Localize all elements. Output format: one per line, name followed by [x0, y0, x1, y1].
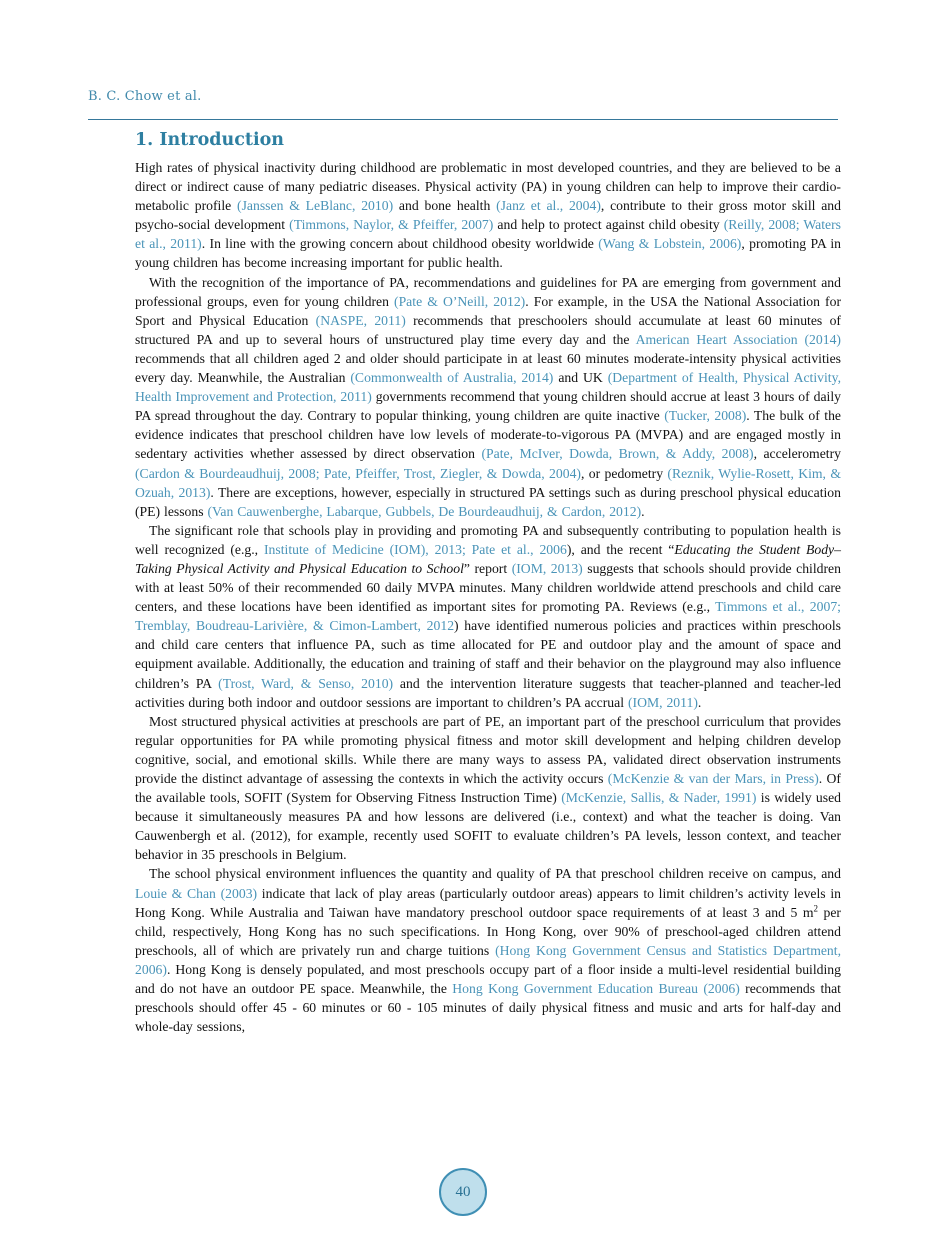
body-text: , contribute to their gross motor skill and psycho-social development [135, 198, 841, 233]
body-text: ) have identified numerous policies and practices within preschools and child care centers that influence PA, such as time allocated for PE and outdoor play and the amount of space and equipment available. Additionally, the education and training of staff and their behavior on the playground may also influence children’s PA [135, 618, 841, 691]
body-text: . Of the available tools, SOFIT (System for Observing Fitness Instruction Time) [135, 771, 841, 806]
paragraph [135, 158, 841, 273]
running-head-author: B. C. Chow et al. [88, 89, 202, 104]
citation-link[interactable]: (IOM, 2011) [627, 694, 698, 710]
body-text: . There are exceptions, however, especially in structured PA settings such as during preschool physical education (PE) lessons [135, 484, 841, 519]
body-text: . Hong Kong is densely populated, and most preschools occupy part of a floor inside a multi-level residential building and do not have an outdoor PE space. Meanwhile, the [135, 961, 841, 997]
citation-link[interactable]: (Timmons, Naylor, & Pfeiffer, 2007) [289, 217, 494, 233]
body-text: , accelerometry [753, 446, 841, 462]
body-text: recommends that all children aged 2 and older should participate in at least 60 minutes moderate-intensity physical activities every day. Meanwhile, the Australian [135, 350, 841, 386]
citation-link[interactable]: (Hong Kong Government Census and Statistics Department, 2006) [135, 942, 842, 977]
section-title: 1. Introduction [135, 130, 284, 150]
citation-link[interactable]: (Pate & O’Neill, 2012) [394, 293, 526, 309]
body-text: . [697, 694, 702, 710]
citation-link[interactable]: (Reznik, Wylie-Rosett, Kim, & Ozuah, 2013) [135, 465, 841, 500]
citation-link[interactable]: (Trost, Ward, & Senso, 2010) [218, 675, 394, 691]
citation-link[interactable]: (IOM, 2013) [511, 560, 583, 576]
page-number: 40 [455, 1183, 471, 1200]
paragraph [135, 864, 841, 1036]
citation-link[interactable]: (Reilly, 2008; Waters et al., 2011) [135, 217, 841, 252]
citation-link[interactable]: (Janssen & LeBlanc, 2010) [237, 198, 394, 214]
body-text: . The bulk of the evidence indicates that preschool children have low levels of moderate-to-vigorous PA (MVPA) and are engaged mostly in sedentary activities whether assessed by direct observation [135, 408, 842, 462]
paragraph [135, 521, 841, 712]
body-text: and UK [553, 370, 608, 386]
body-text: Most structured physical activities at preschools are part of PE, an important part of the preschool curriculum that provides regular opportunities for PA while promoting physical fitness and motor skill development and helping children develop cognitive, social, and emotional skills. While there are many ways to assess PA, validated direct observation instruments provide the distinct advantage of assessing the contexts in which the activity occurs [135, 713, 841, 786]
body-text: . For example, in the USA the National Association for Sport and Physical Education [135, 293, 842, 328]
citation-link[interactable]: Louie & Chan (2003) [135, 885, 258, 901]
citation-link[interactable]: (Tucker, 2008) [664, 408, 747, 424]
citation-link[interactable]: American Heart Association (2014) [635, 331, 841, 347]
citation-link[interactable]: (Wang & Lobstein, 2006) [598, 236, 742, 252]
header-divider [88, 119, 838, 120]
page-number-badge [439, 1168, 487, 1216]
body-text: , promoting PA in young children has become increasing important for public health. [135, 236, 841, 271]
body-text: The school physical environment influences the quantity and quality of PA that preschool children receive on campus, and [149, 866, 841, 882]
body-text: and bone health [393, 198, 497, 214]
citation-link[interactable]: (Cardon & Bourdeaudhuij, 2008; Pate, Pfeiffer, Trost, Ziegler, & Dowda, 2004) [135, 465, 581, 481]
body-text: ), and the recent “ [566, 541, 675, 557]
body-text: . [641, 503, 645, 519]
citation-link[interactable]: (Commonwealth of Australia, 2014) [350, 370, 554, 386]
citation-link[interactable]: (Department of Health, Physical Activity, Health Improvement and Protection, 2011) [135, 370, 841, 405]
body-text: and help to protect against child obesity [493, 217, 724, 233]
citation-link[interactable]: (Janz et al., 2004) [496, 198, 601, 214]
citation-link[interactable]: (McKenzie & van der Mars, in Press) [607, 771, 819, 786]
superscript: 2 [813, 903, 818, 914]
paragraph [135, 273, 841, 521]
citation-link[interactable]: Institute of Medicine (IOM), 2013; Pate et al., 2006 [263, 541, 567, 557]
body-text: With the recognition of the importance of PA, recommendations and guidelines for PA are emerging from government and professional groups, even for young children [135, 274, 841, 309]
body-text: indicate that lack of play areas (particularly outdoor areas) appears to limit children’s activity levels in Hong Kong. While Australia and Taiwan have mandatory preschool outdoor space requirements of at least 3 and 5 m [135, 885, 841, 920]
body-text: suggests that schools should provide children with at least 50% of their recommended 60 daily MVPA minutes. Many children worldwide attend preschools and child care centers, and these locations have been identified as important sites for promoting PA. Reviews (e.g., [135, 560, 841, 615]
citation-link[interactable]: Timmons et al., 2007; Tremblay, Boudreau-Larivière, & Cimon-Lambert, 2012 [135, 599, 841, 634]
report-title-italic: Educating the Student Body–Taking Physical Activity and Physical Education to School [135, 541, 841, 576]
body-text: is widely used because it simultaneously measures PA and how lessons are delivered (i.e., context) and what the teacher is doing. Van Cauwenbergh et al. (2012), for example, recently used SOFIT to evaluate children’s PA levels, lesson context, and teacher behavior in 35 preschools in Belgium. [135, 790, 841, 863]
body-text: , or pedometry [580, 465, 668, 481]
body-text: ” report [463, 560, 512, 576]
paragraph [135, 712, 841, 865]
body-text: recommends that preschoolers should accumulate at least 60 minutes of structured PA and up to several hours of unstructured play time every day and the [135, 312, 841, 347]
body-text: per child, respectively, Hong Kong has no such specifications. In Hong Kong, over 90% of preschool-aged children attend preschools, all of which are privately run and charge tuitions [135, 904, 841, 958]
body-text: High rates of physical inactivity during childhood are problematic in most developed countries, and they are believed to be a direct or indirect cause of many pediatric diseases. Physical activity (PA) in young children can help to improve their cardio-metabolic profile [135, 160, 841, 214]
citation-link[interactable]: (Van Cauwenberghe, Labarque, Gubbels, De Bourdeaudhuij, & Cardon, 2012) [207, 503, 642, 519]
body-text: and the intervention literature suggests that teacher-planned and teacher-led activities during both indoor and outdoor sessions are important to children’s PA accrual [135, 675, 841, 710]
body-text: . In line with the growing concern about childhood obesity worldwide [201, 236, 599, 252]
citation-link[interactable]: (NASPE, 2011) [315, 312, 406, 328]
citation-link[interactable]: Hong Kong Government Education Bureau (2006) [452, 981, 740, 997]
body-text: governments recommend that young children should accrue at least 3 hours of daily PA spread throughout the day. Contrary to popular thinking, young children are quite inactive [135, 389, 841, 424]
citation-link[interactable]: (McKenzie, Sallis, & Nader, 1991) [561, 790, 757, 806]
body-text: recommends that preschools should offer 45 - 60 minutes or 60 - 105 minutes of daily physical fitness and music and arts for half-day and whole-day sessions, [135, 981, 841, 1035]
introduction-paragraphs [135, 158, 841, 1036]
citation-link[interactable]: (Pate, McIver, Dowda, Brown, & Addy, 2008) [481, 446, 754, 462]
body-text: The significant role that schools play in providing and promoting PA and subsequently contributing to population health is well recognized (e.g., [135, 522, 841, 557]
